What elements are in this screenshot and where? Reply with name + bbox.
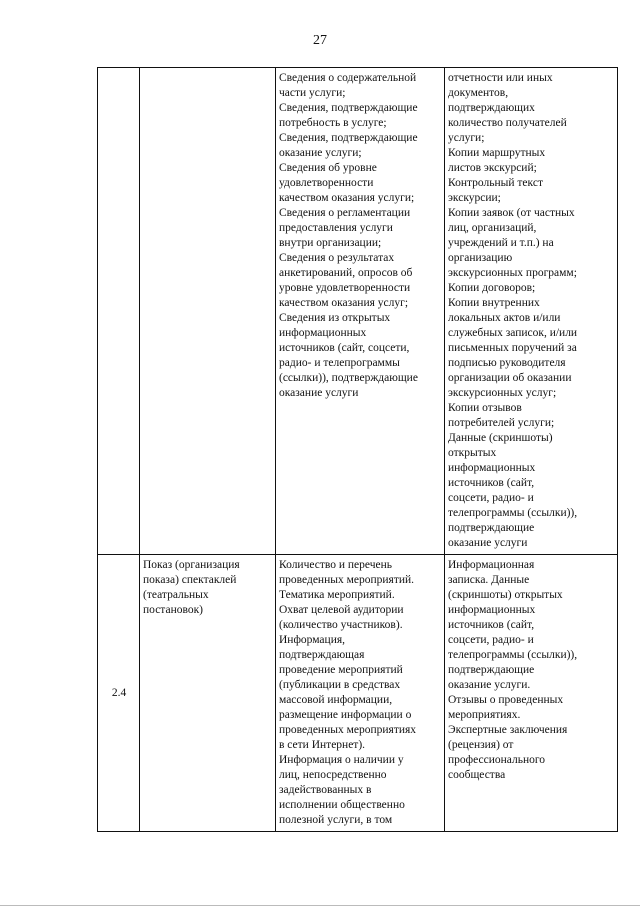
cell-text-line: подписью руководителя (448, 357, 566, 369)
cell-text-line: полезной услуги, в том (279, 814, 393, 826)
cell-text-line: подтверждающая (279, 649, 365, 661)
cell-text-line: (театральных (143, 589, 209, 601)
cell-text-line: Данные (скриншоты) (448, 432, 553, 444)
cell-text-line: внутри организации; (279, 237, 382, 249)
cell-text-line: экскурсии; (448, 192, 501, 204)
cell-text-line: лиц, непосредственно (279, 769, 387, 781)
service-name-cell (140, 68, 276, 555)
cell-text-line: источников (сайт, (448, 477, 535, 489)
cell-text-line: Копии маршрутных (448, 147, 546, 159)
cell-text-line: телепрограммы (ссылки)), (448, 649, 578, 661)
cell-text-line: Копии заявок (от частных (448, 207, 575, 219)
documents-cell (445, 68, 618, 555)
cell-text-line: информационных (448, 462, 536, 474)
cell-text-line: удовлетворенности (279, 177, 374, 189)
cell-text-line: организацию (448, 252, 513, 264)
cell-text-line: источников (сайт, (448, 619, 535, 631)
cell-text-line: отчетности или иных (448, 72, 553, 84)
page-number: 27 (313, 33, 327, 48)
cell-text-line: проведение мероприятий (279, 664, 403, 676)
cell-text-line: количество получателей (448, 117, 567, 129)
cell-text-line: открытых (448, 447, 497, 459)
cell-text-line: Сведения, подтверждающие (279, 102, 418, 114)
cell-text-line: исполнении общественно (279, 799, 405, 811)
cell-text-line: Сведения о содержательной (279, 72, 417, 84)
cell-text-line: потребность в услуге; (279, 117, 387, 129)
cell-text-line: потребителей услуги; (448, 417, 555, 429)
criteria-cell (276, 68, 445, 555)
service-name-cell (140, 555, 276, 832)
cell-text-line: листов экскурсий; (448, 162, 537, 174)
cell-text-line: мероприятиях. (448, 709, 521, 721)
document-table (97, 67, 618, 832)
cell-text-line: экскурсионных программ; (448, 267, 577, 279)
cell-text-line: оказание услуги; (279, 147, 362, 159)
cell-text-line: Экспертные заключения (448, 724, 568, 736)
cell-text-line: экскурсионных услуг; (448, 387, 557, 399)
cell-text-line: (рецензия) от (448, 739, 514, 751)
cell-text-line: документов, (448, 87, 509, 99)
cell-text-line: Сведения о регламентации (279, 207, 411, 219)
cell-text-line: Тематика мероприятий. (279, 589, 395, 601)
cell-text-line: сообщества (448, 769, 506, 781)
cell-text-line: подтверждающих (448, 102, 535, 114)
cell-text-line: показа) спектаклей (143, 574, 237, 586)
row-number-cell: 2.4 (98, 555, 140, 832)
cell-text-line: радио- и телепрограммы (279, 357, 400, 369)
cell-text-line: оказание услуги (448, 537, 528, 549)
cell-text-line: в сети Интернет). (279, 739, 366, 751)
table-row (98, 555, 618, 832)
cell-text-line: уровне удовлетворенности (279, 282, 411, 294)
cell-text-line: качеством оказания услуг; (279, 297, 409, 309)
cell-text-line: записка. Данные (448, 574, 530, 586)
cell-text-line: анкетирований, опросов об (279, 267, 413, 279)
cell-text-line: Отзывы о проведенных (448, 694, 564, 706)
cell-text-line: (ссылки)), подтверждающие (279, 372, 418, 384)
cell-text-line: Сведения, подтверждающие (279, 132, 418, 144)
cell-text-line: письменных поручений за (448, 342, 577, 354)
cell-text-line: подтверждающие (448, 522, 535, 534)
cell-text-line: учреждений и т.п.) на (448, 237, 554, 249)
cell-text-line: проведенных мероприятий. (279, 574, 415, 586)
cell-text-line: массовой информации, (279, 694, 393, 706)
cell-text-line: источников (сайт, соцсети, (279, 342, 410, 354)
criteria-cell (276, 555, 445, 832)
cell-text-line: Копии отзывов (448, 402, 522, 414)
cell-text-line: информационных (279, 327, 367, 339)
cell-text-line: телепрограммы (ссылки)), (448, 507, 578, 519)
cell-text-line: оказание услуги (279, 387, 359, 399)
cell-text-line: лиц, организаций, (448, 222, 537, 234)
cell-text-line: Копии внутренних (448, 297, 540, 309)
cell-text-line: части услуги; (279, 87, 346, 99)
documents-cell (445, 555, 618, 832)
cell-text-line: (скриншоты) открытых (448, 589, 563, 601)
cell-text-line: проведенных мероприятиях (279, 724, 417, 736)
cell-text-line: качеством оказания услуги; (279, 192, 415, 204)
cell-text-line: Сведения из открытых (279, 312, 391, 324)
cell-text-line: профессионального (448, 754, 546, 766)
table-row (98, 68, 618, 555)
cell-text-line: Количество и перечень (279, 559, 393, 571)
cell-text-line: оказание услуги. (448, 679, 531, 691)
scan-edge-line (0, 905, 640, 906)
cell-text-line: соцсети, радио- и (448, 492, 534, 504)
cell-text-line: (количество участников). (279, 619, 403, 631)
cell-text-line: предоставления услуги (279, 222, 393, 234)
cell-text-line: Показ (организация (143, 559, 240, 571)
cell-text-line: Контрольный текст (448, 177, 543, 189)
cell-text-line: постановок) (143, 604, 203, 616)
cell-text-line: служебных записок, и/или (448, 327, 578, 339)
row-number-cell (98, 68, 140, 555)
cell-text-line: Охват целевой аудитории (279, 604, 404, 616)
cell-text-line: локальных актов и/или (448, 312, 561, 324)
cell-text-line: соцсети, радио- и (448, 634, 534, 646)
cell-text-line: Копии договоров; (448, 282, 536, 294)
cell-text-line: Сведения об уровне (279, 162, 377, 174)
cell-text-line: задействованных в (279, 784, 372, 796)
cell-text-line: организации об оказании (448, 372, 572, 384)
cell-text-line: (публикации в средствах (279, 679, 401, 691)
cell-text-line: Информация о наличии у (279, 754, 404, 766)
cell-text-line: Информация, (279, 634, 346, 646)
cell-text-line: Сведения о результатах (279, 252, 395, 264)
cell-text-line: услуги; (448, 132, 485, 144)
cell-text-line: подтверждающие (448, 664, 535, 676)
cell-text-line: Информационная (448, 559, 535, 571)
cell-text-line: информационных (448, 604, 536, 616)
cell-text-line: размещение информации о (279, 709, 412, 721)
